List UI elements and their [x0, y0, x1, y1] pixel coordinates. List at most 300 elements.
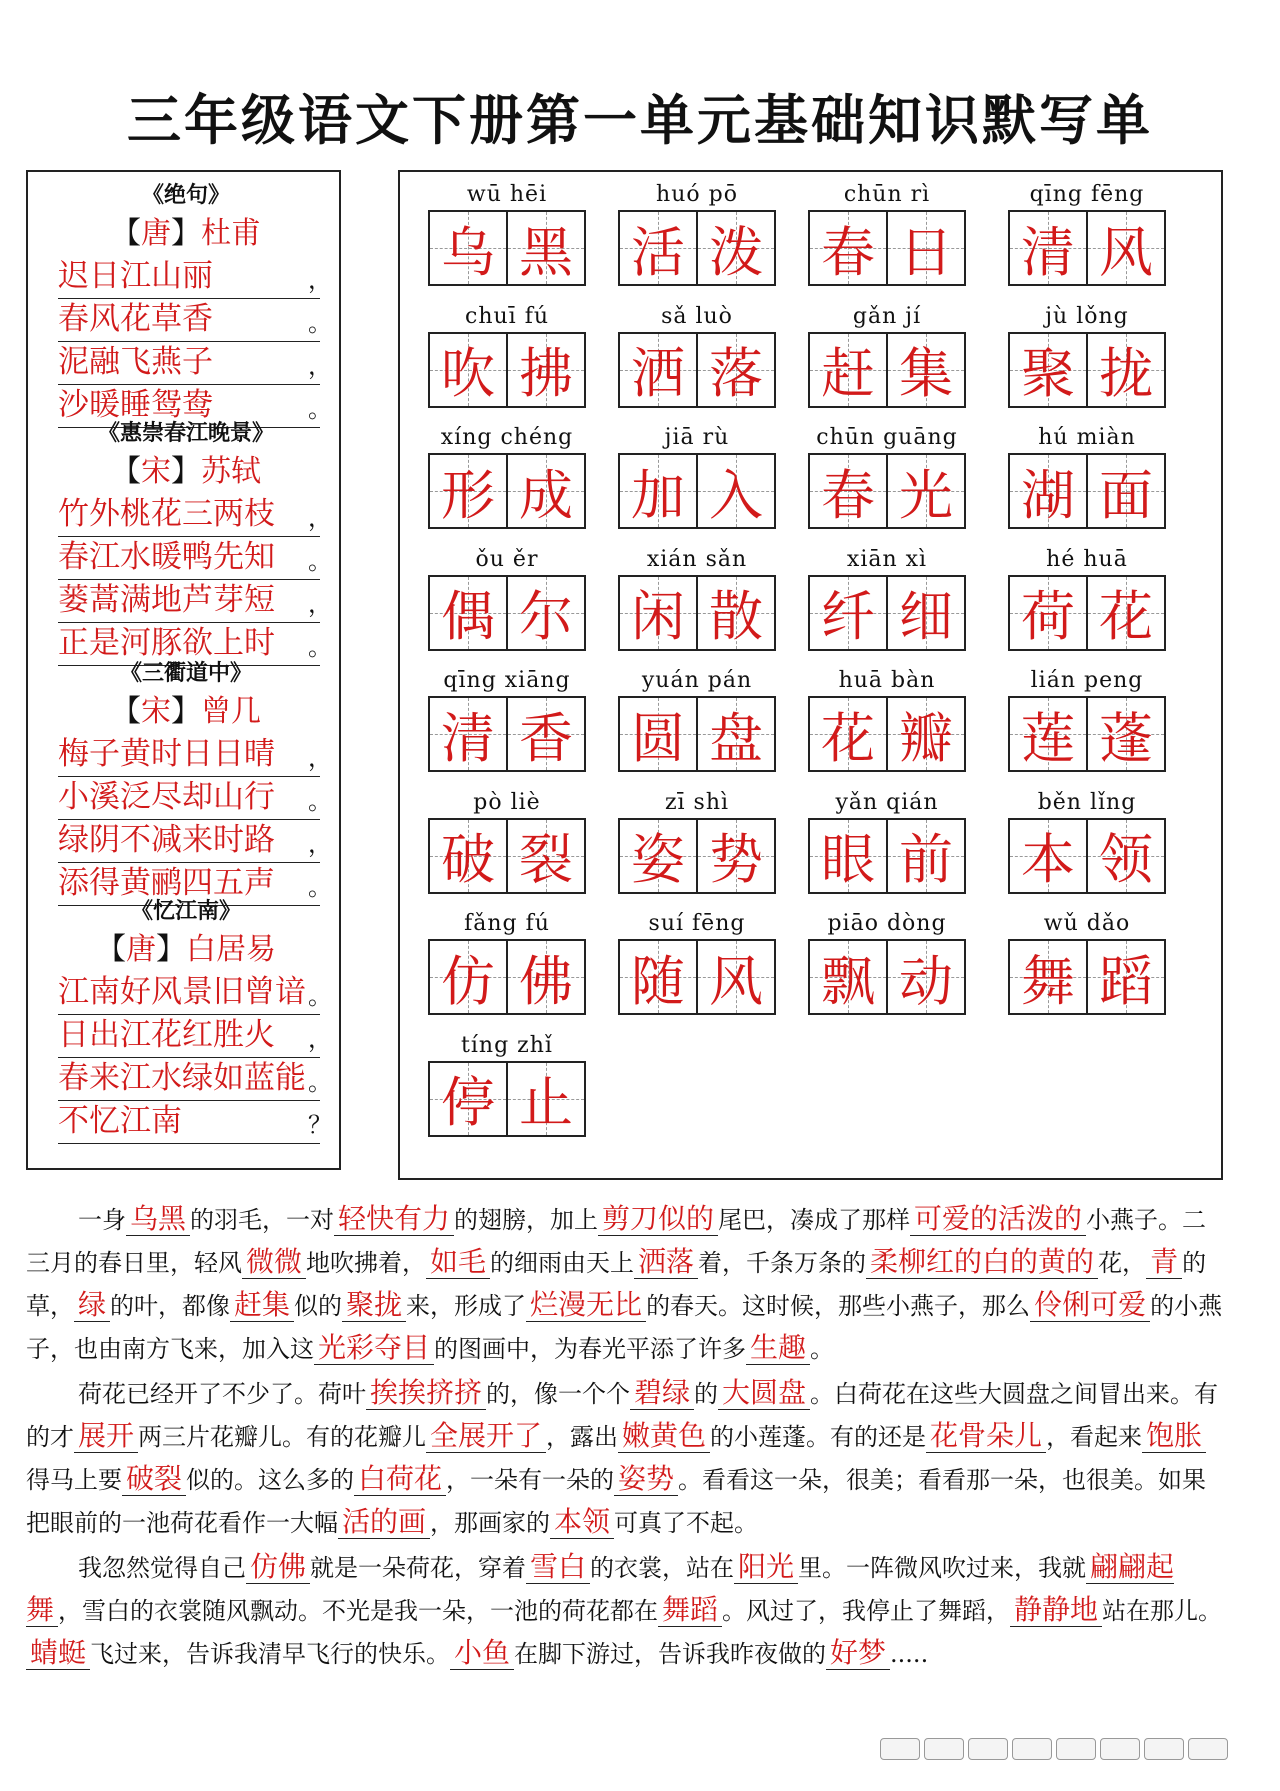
passage-text: 小燕子。二三月的春日里，轻风: [26, 1206, 1207, 1277]
pinyin: chuī fú: [465, 303, 549, 329]
vocab-word: [1008, 788, 1166, 894]
char-cell: [430, 577, 506, 649]
passage-text: 的: [694, 1380, 719, 1408]
char-cell: [810, 334, 886, 406]
hanzi: 花: [821, 706, 875, 770]
pinyin: jù lǒng: [1045, 303, 1129, 329]
char-cell: [810, 820, 886, 892]
pinyin: yuán pán: [641, 668, 753, 693]
tianzige-cells: [808, 818, 966, 894]
tianzige-cells: [428, 332, 586, 408]
tianzige-cells: [808, 210, 966, 286]
poem-block: [40, 416, 332, 666]
pinyin: zī shì: [664, 789, 730, 815]
tianzige-cells: [1008, 332, 1166, 408]
vocab-word: [1008, 909, 1166, 1015]
passage-text: 。白荷花在这些大圆盘之间冒出来。有的才: [26, 1380, 1219, 1451]
tianzige-cells: [428, 210, 586, 286]
indicator-seg: [1056, 1738, 1096, 1760]
answer-blank: 生趣: [746, 1331, 810, 1365]
hanzi: 荷: [1021, 585, 1075, 648]
poem-line-text: 沙暖睡鸳鸯: [58, 387, 213, 423]
poem-author-name: 白居易: [186, 932, 276, 967]
punctuation: ，: [308, 352, 332, 380]
hanzi: 裂: [519, 828, 573, 891]
passage-text: 。: [810, 1335, 835, 1363]
char-cell: [696, 698, 774, 770]
answer-blank: 赶集: [230, 1288, 294, 1322]
char-cell: [810, 698, 886, 770]
poem-line-text: 梅子黄时日日晴: [58, 736, 275, 772]
poem-dynasty: 唐: [141, 216, 171, 251]
punctuation: 。: [308, 873, 332, 901]
vocab-word: [618, 666, 776, 772]
bracket: 】: [171, 216, 201, 251]
hanzi: 随: [631, 949, 685, 1013]
pinyin: suí fēng: [648, 911, 746, 936]
hanzi: 风: [709, 949, 763, 1013]
passage-text: 来，形成了: [406, 1292, 527, 1320]
vocabulary-panel: [398, 170, 1223, 1180]
char-cell: [430, 698, 506, 770]
tianzige-cells: [618, 332, 776, 408]
hanzi: 泼: [709, 220, 763, 284]
poem-title: 《忆江南》: [130, 898, 241, 924]
poem-line: [58, 342, 332, 385]
answer-blank: 姿势: [614, 1462, 678, 1496]
tianzige-cells: [428, 453, 586, 529]
hanzi: 眼: [821, 828, 875, 891]
punctuation: ，: [308, 504, 332, 532]
hanzi: 纤: [821, 585, 875, 648]
poem-dynasty: 唐: [126, 932, 156, 967]
char-cell: [1010, 698, 1086, 770]
hanzi: 瓣: [899, 706, 953, 770]
passage-text: 似的。这么多的: [186, 1466, 355, 1494]
passage-text: 飞过来，告诉我清早飞行的快乐。: [90, 1640, 451, 1668]
char-cell: [430, 334, 506, 406]
char-cell: [1010, 455, 1086, 527]
poem-line: [58, 256, 332, 299]
punctuation: 。: [308, 787, 332, 815]
vocab-word: [808, 666, 966, 772]
char-cell: [886, 820, 964, 892]
punctuation: 。: [308, 547, 332, 575]
hanzi: 尔: [519, 585, 573, 648]
answer-blank: 洒落: [634, 1245, 698, 1279]
passage-text: 的春天。这时候，那些小燕子，那么: [646, 1292, 1031, 1320]
poem-author: [40, 690, 332, 734]
vocab-word: [428, 909, 586, 1015]
passage-text: .....: [890, 1640, 929, 1668]
indicator-seg: [924, 1738, 964, 1760]
answer-blank: 白荷花: [354, 1462, 446, 1496]
vocab-word: [618, 545, 776, 651]
poem-block: [40, 656, 332, 906]
hanzi: 春: [821, 220, 875, 284]
hanzi: 乌: [441, 220, 495, 284]
passage-text: 的羽毛，一对: [190, 1206, 335, 1234]
hanzi: 集: [899, 342, 953, 405]
hanzi: 黑: [519, 220, 573, 284]
poem-line: [58, 777, 332, 820]
hanzi: 散: [709, 585, 763, 648]
punctuation: 。: [308, 633, 332, 661]
poem-line-text: 春江水暖鸭先知: [58, 539, 275, 575]
poem-line-text: 蒌蒿满地芦芽短: [58, 582, 275, 618]
punctuation: ，: [308, 830, 332, 858]
poem-line-text: 小溪泛尽却山行: [58, 779, 275, 815]
pinyin: chūn rì: [843, 182, 931, 207]
bracket: 【: [111, 216, 141, 251]
vocab-word: [1008, 545, 1166, 651]
answer-blank: 剪刀似的: [598, 1202, 718, 1236]
passage-text: 就是一朵荷花，穿着: [310, 1554, 527, 1582]
hanzi: 春: [821, 463, 875, 527]
poem-author-name: 杜甫: [201, 216, 261, 251]
passage-text: 的，像一个个: [486, 1380, 631, 1408]
char-cell: [1010, 334, 1086, 406]
tianzige-cells: [428, 939, 586, 1015]
hanzi: 清: [1021, 220, 1075, 284]
hanzi: 吹: [441, 342, 495, 405]
passage-text: 我忽然觉得自己: [78, 1554, 246, 1582]
passage-text: 的叶，都像: [110, 1292, 231, 1320]
punctuation: ，: [308, 266, 332, 294]
char-cell: [886, 698, 964, 770]
vocab-word: [1008, 180, 1166, 286]
hanzi: 舞: [1021, 949, 1075, 1013]
answer-blank: 仿佛: [246, 1550, 310, 1584]
char-cell: [430, 455, 506, 527]
tianzige-cells: [618, 453, 776, 529]
hanzi: 花: [1099, 585, 1153, 648]
pinyin: tíng zhǐ: [461, 1032, 553, 1058]
pinyin: sǎ luò: [661, 303, 733, 329]
answer-blank: 烂漫无比: [526, 1288, 646, 1322]
pinyin: gǎn jí: [852, 303, 922, 329]
char-cell: [506, 334, 584, 406]
tianzige-cells: [1008, 210, 1166, 286]
tianzige-cells: [808, 453, 966, 529]
hanzi: 入: [709, 463, 763, 527]
char-cell: [430, 1063, 506, 1135]
vocab-word: [428, 666, 586, 772]
answer-blank: 绿: [74, 1288, 110, 1322]
vocab-word: [1008, 423, 1166, 529]
indicator-seg: [1012, 1738, 1052, 1760]
passage-text: 的翅膀，加上: [454, 1206, 599, 1234]
poem-line-text: 春风花草香: [58, 301, 213, 337]
bracket: 】: [171, 694, 201, 729]
punctuation: 。: [308, 309, 332, 337]
answer-blank: 轻快有力: [334, 1202, 454, 1236]
hanzi: 日: [899, 220, 953, 284]
vocab-word: [618, 909, 776, 1015]
punctuation: ，: [308, 590, 332, 618]
hanzi: 香: [519, 706, 573, 770]
answer-blank: 阳光: [734, 1550, 798, 1584]
vocab-word: [428, 180, 586, 286]
vocab-word: [428, 423, 586, 529]
hanzi: 聚: [1021, 342, 1075, 405]
hanzi: 活: [631, 220, 685, 284]
answer-blank: 翩翩起舞: [26, 1550, 1175, 1626]
pinyin: pò liè: [473, 789, 541, 815]
char-cell: [620, 212, 696, 284]
tianzige-cells: [1008, 818, 1166, 894]
char-cell: [506, 455, 584, 527]
punctuation: 。: [308, 982, 332, 1010]
char-cell: [506, 577, 584, 649]
hanzi: 成: [519, 463, 573, 527]
answer-blank: 小鱼: [450, 1636, 514, 1670]
poem-line: [58, 580, 332, 623]
poem-author-name: 曾几: [201, 694, 261, 729]
passage-text: 两三片花瓣儿。有的花瓣儿: [138, 1423, 427, 1451]
hanzi: 赶: [821, 342, 875, 405]
pinyin: fǎng fú: [464, 911, 550, 936]
hanzi: 光: [899, 463, 953, 527]
poem-author: [40, 212, 332, 256]
hanzi: 前: [899, 828, 953, 891]
passage-text: 在脚下游过，告诉我昨夜做的: [514, 1640, 827, 1668]
poem-line-text: 春来江水绿如蓝能: [58, 1060, 306, 1096]
passage-paragraph: [26, 1198, 1226, 1370]
hanzi: 细: [899, 585, 953, 648]
hanzi: 洒: [631, 342, 685, 405]
char-cell: [1086, 577, 1164, 649]
char-cell: [620, 820, 696, 892]
punctuation: ，: [308, 1025, 332, 1053]
fill-in-passage: [26, 1198, 1226, 1677]
vocab-word: [428, 545, 586, 651]
pinyin: lián peng: [1030, 668, 1144, 693]
hanzi: 破: [441, 828, 495, 891]
char-cell: [620, 698, 696, 770]
passage-text: 里。一阵微风吹过来，我就: [798, 1554, 1087, 1582]
bracket: 【: [111, 454, 141, 489]
char-cell: [810, 577, 886, 649]
answer-blank: 微微: [242, 1245, 306, 1279]
hanzi: 仿: [441, 949, 495, 1013]
hanzi: 面: [1099, 463, 1153, 527]
poem-line-text: 日出江花红胜火: [58, 1017, 275, 1053]
char-cell: [620, 455, 696, 527]
punctuation: 。: [308, 1068, 332, 1096]
char-cell: [1086, 941, 1164, 1013]
passage-paragraph: [26, 1372, 1226, 1544]
vocab-word: [1008, 666, 1166, 772]
answer-blank: 本领: [550, 1505, 614, 1539]
poem-line-text: 正是河豚欲上时: [58, 625, 275, 661]
poem-line-text: 竹外桃花三两枝: [58, 496, 275, 532]
tianzige-cells: [428, 1061, 586, 1137]
hanzi: 形: [441, 463, 495, 527]
answer-blank: 活的画: [338, 1505, 430, 1539]
indicator-seg: [1188, 1738, 1228, 1760]
char-cell: [506, 698, 584, 770]
passage-text: 。风过了，我停止了舞蹈，: [722, 1597, 1011, 1625]
answer-blank: 乌黑: [126, 1202, 190, 1236]
char-cell: [696, 820, 774, 892]
poem-author: [40, 450, 332, 494]
vocab-word: [428, 788, 586, 894]
answer-blank: 蜻蜓: [26, 1636, 90, 1670]
hanzi: 势: [709, 828, 763, 891]
char-cell: [886, 577, 964, 649]
poem-block: [40, 178, 332, 428]
passage-text: 站在那儿。: [1102, 1597, 1223, 1625]
answer-blank: 可爱的活泼的: [910, 1202, 1086, 1236]
hanzi: 领: [1099, 828, 1153, 891]
vocab-word: [808, 909, 966, 1015]
scroll-indicator: [880, 1738, 1228, 1760]
passage-text: 花，: [1098, 1249, 1147, 1277]
tianzige-cells: [1008, 453, 1166, 529]
poem-author: [40, 928, 332, 972]
answer-blank: 聚拢: [342, 1288, 406, 1322]
bracket: 】: [171, 454, 201, 489]
answer-blank: 舞蹈: [658, 1593, 722, 1627]
poem-line: [58, 734, 332, 777]
passage-text: 似的: [294, 1292, 343, 1320]
char-cell: [1010, 941, 1086, 1013]
answer-blank: 饱胀: [1142, 1419, 1206, 1453]
hanzi: 湖: [1021, 463, 1075, 527]
poem-line: [58, 1015, 332, 1058]
answer-blank: 展开: [74, 1419, 138, 1453]
passage-text: ，一朵有一朵的: [446, 1466, 615, 1494]
char-cell: [506, 212, 584, 284]
poem-title: 《惠崇春江晚景》: [97, 420, 274, 446]
passage-text: 的图画中，为春光平添了许多: [434, 1335, 747, 1363]
answer-blank: 柔柳红的白的黄的: [866, 1245, 1098, 1279]
char-cell: [1086, 820, 1164, 892]
poem-panel: [26, 170, 341, 1170]
passage-text: ，雪白的衣裳随风飘动。不光是我一朵，一池的荷花都在: [58, 1597, 659, 1625]
char-cell: [430, 941, 506, 1013]
hanzi: 莲: [1021, 706, 1075, 770]
tianzige-cells: [618, 696, 776, 772]
answer-blank: 破裂: [122, 1462, 186, 1496]
passage-paragraph: [26, 1546, 1226, 1675]
char-cell: [620, 941, 696, 1013]
pinyin: qīng fēng: [1029, 182, 1145, 207]
hanzi: 佛: [519, 949, 573, 1013]
char-cell: [810, 212, 886, 284]
vocab-word: [1008, 302, 1166, 408]
tianzige-cells: [428, 696, 586, 772]
hanzi: 清: [441, 706, 495, 770]
char-cell: [430, 820, 506, 892]
hanzi: 停: [441, 1071, 495, 1134]
hanzi: 姿: [631, 828, 685, 891]
pinyin: piāo dòng: [827, 911, 947, 936]
char-cell: [506, 941, 584, 1013]
answer-blank: 挨挨挤挤: [366, 1376, 486, 1410]
poem-line: [58, 1101, 332, 1144]
passage-text: 的衣裳，站在: [590, 1554, 735, 1582]
answer-blank: 伶俐可爱: [1030, 1288, 1150, 1322]
char-cell: [886, 455, 964, 527]
poem-title: 《绝句》: [141, 182, 230, 208]
passage-text: 荷花已经开了不少了。荷叶: [78, 1380, 366, 1408]
vocab-word: [618, 423, 776, 529]
hanzi: 动: [899, 949, 953, 1013]
char-cell: [1010, 820, 1086, 892]
pinyin: wū hēi: [466, 182, 548, 207]
tianzige-cells: [1008, 939, 1166, 1015]
indicator-seg: [880, 1738, 920, 1760]
char-cell: [1086, 212, 1164, 284]
pinyin: chūn guāng: [816, 425, 958, 450]
pinyin: ǒu ěr: [475, 546, 539, 572]
poem-line: [58, 820, 332, 863]
poem-line: [58, 494, 332, 537]
passage-text: 一身: [78, 1206, 126, 1234]
char-cell: [696, 212, 774, 284]
char-cell: [696, 334, 774, 406]
vocab-word: [808, 180, 966, 286]
tianzige-cells: [618, 575, 776, 651]
vocab-word: [428, 302, 586, 408]
poem-line-text: 江南好风景旧曾谙: [58, 974, 306, 1010]
pinyin: hú miàn: [1038, 425, 1136, 450]
answer-blank: 好梦: [826, 1636, 890, 1670]
pinyin: huā bàn: [838, 668, 936, 693]
poem-line: [58, 537, 332, 580]
tianzige-cells: [1008, 575, 1166, 651]
char-cell: [810, 455, 886, 527]
tianzige-cells: [618, 939, 776, 1015]
passage-text: 尾巴，凑成了那样: [718, 1206, 911, 1234]
answer-blank: 青: [1146, 1245, 1182, 1279]
char-cell: [886, 334, 964, 406]
tianzige-cells: [428, 575, 586, 651]
passage-text: 着，千条万条的: [698, 1249, 867, 1277]
poem-title: 《三衢道中》: [119, 660, 252, 686]
passage-text: 地吹拂着，: [306, 1249, 427, 1277]
hanzi: 拂: [519, 342, 573, 405]
answer-blank: 嫩黄色: [618, 1419, 710, 1453]
poem-line-text: 不忆江南: [58, 1103, 182, 1139]
pinyin: hé huā: [1046, 546, 1128, 572]
answer-blank: 花骨朵儿: [926, 1419, 1046, 1453]
passage-text: 得马上要: [26, 1466, 122, 1494]
poem-line-text: 绿阴不减来时路: [58, 822, 275, 858]
poem-line: [58, 299, 332, 342]
tianzige-cells: [808, 332, 966, 408]
vocab-word: [808, 423, 966, 529]
char-cell: [696, 941, 774, 1013]
char-cell: [1010, 212, 1086, 284]
poem-dynasty: 宋: [141, 454, 171, 489]
page-title: 三年级语文下册第一单元基础知识默写单: [127, 89, 1153, 152]
punctuation: ，: [308, 744, 332, 772]
pinyin: huó pō: [656, 182, 738, 207]
hanzi: 偶: [441, 585, 495, 648]
hanzi: 止: [519, 1071, 573, 1134]
pinyin: wǔ dǎo: [1043, 911, 1131, 936]
poem-line: [58, 972, 332, 1015]
char-cell: [1086, 455, 1164, 527]
hanzi: 飘: [821, 949, 875, 1013]
char-cell: [810, 941, 886, 1013]
poem-line-text: 添得黄鹂四五声: [58, 865, 275, 901]
tianzige-cells: [808, 696, 966, 772]
char-cell: [886, 941, 964, 1013]
